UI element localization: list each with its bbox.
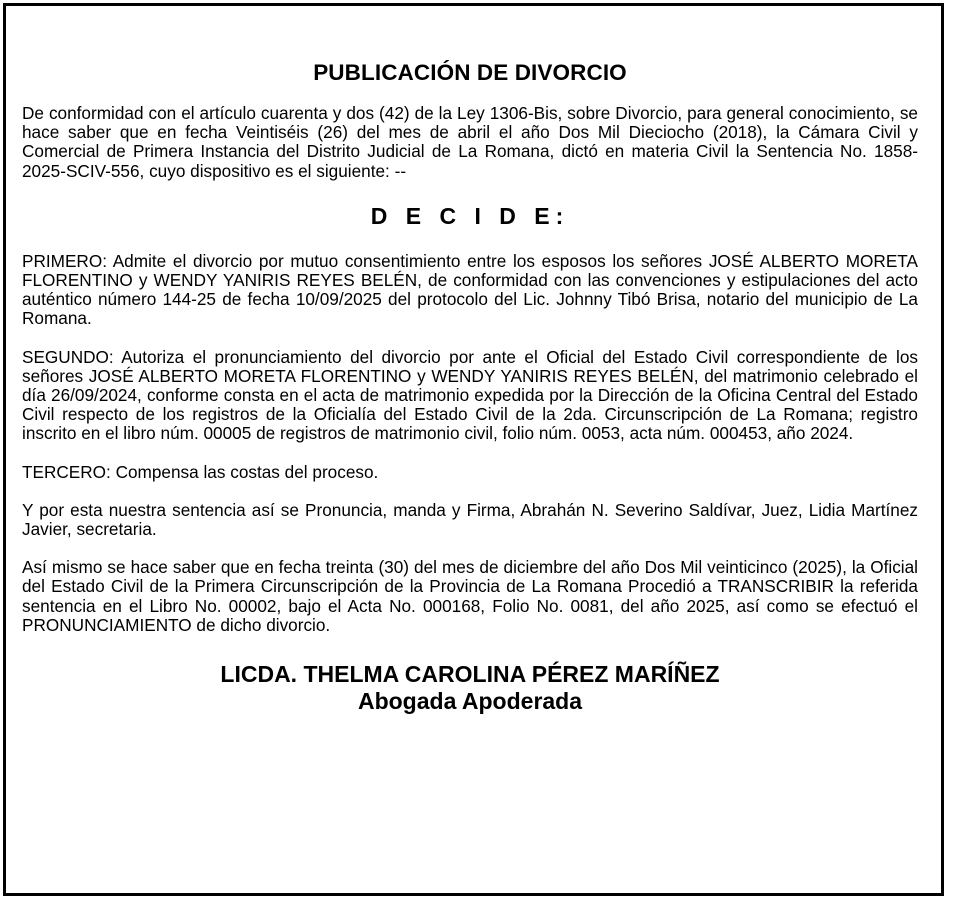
decide-heading: D E C I D E: [370, 202, 570, 229]
primero-paragraph: PRIMERO: Admite el divorcio por mutuo consentimiento entre los esposos los señores JOSÉ ALBERTO MORETA FLORENTINO y WENDY YANIRIS REYES BELÉN, de conformidad con las convenciones y estipulaciones del acto auténtico número 144-25 de fecha 10/09/2025 del protocolo del Lic. Johnny Tibó Brisa, notario del municipio de La Romana. [22, 250, 918, 329]
segundo-paragraph: SEGUNDO: Autoriza el pronunciamiento del divorcio por ante el Oficial del Estado Civil correspondiente de los señores JOSÉ ALBERTO MORETA FLORENTINO y WENDY YANIRIS REYES BELÉN, del matrimonio celebrado el día 26/09/2024, conforme consta en el acta de matrimonio expedida por la Dirección de la Oficina Central del Estado Civil respecto de los registros de la Oficialía del Estado Civil de la 2da. Circunscripción de La Romana; registro inscrito en el libro núm. 00005 de registros de matrimonio civil, folio núm. 0053, acta núm. 000453, año 2024. [22, 346, 918, 444]
tercero-paragraph: TERCERO: Compensa las costas del proceso. [22, 461, 379, 482]
firma-paragraph: Y por esta nuestra sentencia así se Pronuncia, manda y Firma, Abrahán N. Severino Saldívar, Juez, Lidia Martínez Javier, secretaria. [22, 499, 918, 540]
transcripcion-paragraph: Así mismo se hace saber que en fecha treinta (30) del mes de diciembre del año Dos Mil veinticinco (2025), la Oficial del Estado Civil de la Primera Circunscripción de la Provincia de La Romana Procedió a TRANSCRIBIR la referida sentencia en el Libro No. 00002, bajo el Acta No. 000168, Folio No. 0081, del año 2025, así como se efectuó el PRONUNCIAMIENTO de dicho divorcio. [22, 557, 918, 635]
signatory-name: LICDA. THELMA CAROLINA PÉREZ MARÍÑEZ [220, 661, 720, 688]
notice-content [22, 58, 918, 715]
signatory-role: Abogada Apoderada [357, 688, 583, 715]
notice-title: PUBLICACIÓN DE DIVORCIO [313, 60, 627, 85]
intro-paragraph: De conformidad con el artículo cuarenta y dos (42) de la Ley 1306-Bis, sobre Divorcio, para general conocimiento, se hace saber que en fecha Veintiséis (26) del mes de abril el año Dos Mil Dieciocho (2018), la Cámara Civil y Comercial de Primera Instancia del Distrito Judicial de La Romana, dictó en materia Civil la Sentencia No. 1858-2025-SCIV-556, cuyo dispositivo es el siguiente: -- [22, 103, 918, 181]
